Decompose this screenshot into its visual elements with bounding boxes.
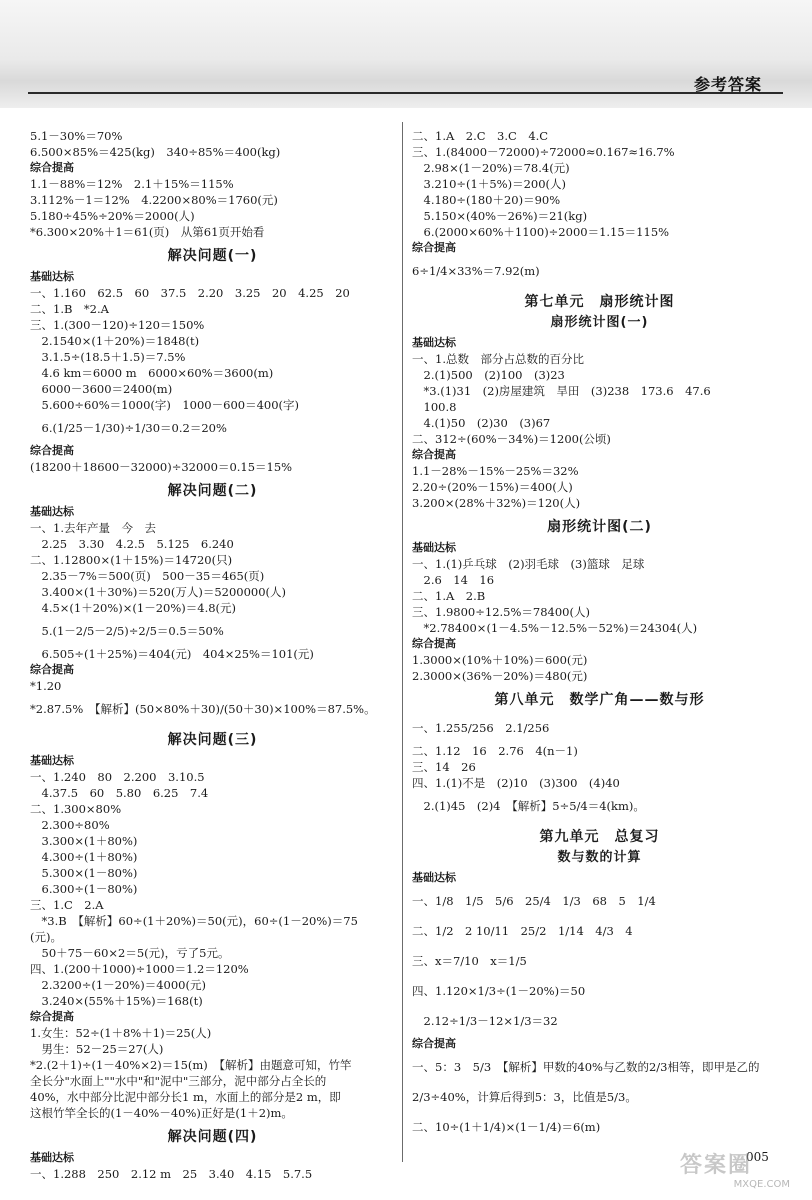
answer-line: 1.1－28%－15%－25%＝32% (412, 464, 579, 478)
answer-line: 6.500×85%＝425(kg) 340÷85%＝400(kg) (30, 145, 281, 159)
level-label: 综合提高 (30, 444, 74, 457)
answer-line: 2.35－7%＝500(页) 500－35＝465(页) (30, 569, 265, 583)
answer-line: *2.87.5% 【解析】(50×80%＋30)/(50＋30)×100%＝87.5%。 (30, 702, 376, 716)
answer-line: 男生：52－25＝27(人) (30, 1042, 164, 1056)
answer-line: 3.200×(28%＋32%)＝120(人) (412, 496, 581, 510)
section-heading: 解决问题(三) (167, 732, 258, 748)
answer-line: 5.(1－2/5－2/5)÷2/5＝0.5＝50% (30, 624, 224, 638)
answer-line: 2.12÷1/3－12×1/3＝32 (412, 1014, 558, 1028)
answer-line: 2.6 14 16 (412, 573, 495, 587)
answer-line: 4.180÷(180＋20)＝90% (412, 193, 561, 207)
answer-line: 2.20÷(20%－15%)＝400(人) (412, 480, 573, 494)
section-heading: 第八单元 数学广角——数与形 (494, 692, 705, 708)
answer-line: 三、1.C 2.A (30, 898, 104, 912)
level-label: 综合提高 (412, 1037, 456, 1050)
answer-line: 二、1.B *2.A (30, 302, 109, 316)
section-heading: 扇形统计图(二) (547, 519, 652, 535)
left-column (30, 128, 395, 1182)
answer-line: 一、1.240 80 2.200 3.10.5 (30, 770, 205, 784)
answer-line: 50＋75－60×2＝5(元)，亏了5元。 (30, 946, 230, 960)
level-label: 综合提高 (30, 161, 74, 174)
answer-line: 2.1540×(1＋20%)＝1848(t) (30, 334, 200, 348)
answer-line: 四、1.120×1/3÷(1－20%)＝50 (412, 984, 586, 998)
page-number: 005 (746, 1150, 769, 1164)
answer-line: 一、1.去年产量 今 去 (30, 521, 156, 535)
level-label: 综合提高 (30, 663, 74, 676)
answer-line: 一、1.288 250 2.12 m 25 3.40 4.15 5.7.5 (30, 1167, 313, 1181)
answer-line: 4.(1)50 (2)30 (3)67 (412, 416, 551, 430)
level-label: 基础达标 (412, 871, 456, 884)
level-label: 基础达标 (30, 505, 74, 518)
answer-line: 一、1.255/256 2.1/256 (412, 721, 550, 735)
answer-line: *3.(1)31 (2)房屋建筑 旱田 (3)238 173.6 47.6 (412, 384, 711, 398)
answer-line: 二、1.12 16 2.76 4(n－1) (412, 744, 578, 758)
answer-line: 三、1.9800÷12.5%＝78400(人) (412, 605, 590, 619)
watermark-url: MXQE.COM (733, 1179, 790, 1190)
answer-line: 2.300÷80% (30, 818, 110, 832)
answer-line: 一、1.160 62.5 60 37.5 2.20 3.25 20 4.25 20 (30, 286, 350, 300)
answer-line: 6.505÷(1＋25%)＝404(元) 404×25%＝101(元) (30, 647, 314, 661)
answer-line: 5.300×(1－80%) (30, 866, 138, 880)
column-divider (402, 122, 403, 1162)
answer-line: 2.(1)45 (2)4 【解析】5÷5/4＝4(km)。 (412, 799, 645, 813)
answer-line: *3.B 【解析】60÷(1＋20%)＝50(元)，60÷(1－20%)＝75 (30, 914, 358, 928)
answer-line: 三、1.(84000－72000)÷72000≈0.167≈16.7% (412, 145, 675, 159)
answer-line: *2.78400×(1－4.5%－12.5%－52%)＝24304(人) (412, 621, 698, 635)
answer-line: 6000－3600＝2400(m) (30, 382, 173, 396)
answer-line: 3.112%－1＝12% 4.2200×80%＝1760(元) (30, 193, 278, 207)
answer-line: 2.25 3.30 4.2.5 5.125 6.240 (30, 537, 234, 551)
answer-line: 三、1.(300－120)÷120＝150% (30, 318, 205, 332)
answer-line: 二、1.12800×(1＋15%)＝14720(只) (30, 553, 233, 567)
header-title: 参考答案 (693, 75, 762, 94)
answer-line: 4.5×(1＋20%)×(1－20%)＝4.8(元) (30, 601, 237, 615)
answer-line: 4.37.5 60 5.80 6.25 7.4 (30, 786, 209, 800)
answer-line: *6.300×20%＋1＝61(页) 从第61页开始看 (30, 225, 265, 239)
section-heading: 解决问题(四) (167, 1129, 258, 1145)
answer-line: 二、312÷(60%－34%)＝1200(公顷) (412, 432, 611, 446)
answer-line: 3.300×(1＋80%) (30, 834, 138, 848)
answer-line: 二、1.A 2.C 3.C 4.C (412, 129, 549, 143)
answer-line: 5.150×(40%－26%)＝21(kg) (412, 209, 588, 223)
answer-line: 2.98×(1－20%)＝78.4(元) (412, 161, 570, 175)
answer-line: 3.240×(55%＋15%)＝168(t) (30, 994, 203, 1008)
level-label: 基础达标 (30, 1151, 74, 1164)
answer-line: 三、14 26 (412, 760, 476, 774)
answer-line: (元)。 (30, 930, 62, 944)
level-label: 综合提高 (412, 637, 456, 650)
answer-line: 1.3000×(10%＋10%)＝600(元) (412, 653, 588, 667)
answer-line: 全长分"水面上""水中"和"泥中"三部分，泥中部分占全长的 (30, 1074, 327, 1088)
answer-line: 2.(1)500 (2)100 (3)23 (412, 368, 565, 382)
answer-line: 6.(1/25－1/30)÷1/30＝0.2＝20% (30, 421, 227, 435)
answer-line: *1.20 (30, 679, 62, 693)
section-heading: 第九单元 总复习 (539, 829, 660, 845)
watermark-logo-text: 答案圈 (680, 1153, 753, 1178)
answer-line: 40%，水中部分比泥中部分长1 m，水面上的部分是2 m，即 (30, 1090, 341, 1104)
answer-line: (18200＋18600－32000)÷32000＝0.15＝15% (30, 460, 293, 474)
answer-line: 一、5：3 5/3 【解析】甲数的40%与乙数的2/3相等，即甲是乙的 (412, 1060, 760, 1074)
right-column (412, 128, 787, 1142)
answer-line: 4.300÷(1＋80%) (30, 850, 138, 864)
answer-line: 3.400×(1＋30%)＝520(万人)＝5200000(人) (30, 585, 287, 599)
level-label: 综合提高 (30, 1010, 74, 1023)
answer-line: 一、1.总数 部分占总数的百分比 (412, 352, 584, 366)
level-label: 基础达标 (412, 541, 456, 554)
answer-line: 二、10÷(1＋1/4)×(1－1/4)＝6(m) (412, 1120, 601, 1134)
answer-line: 一、1/8 1/5 5/6 25/4 1/3 68 5 1/4 (412, 894, 656, 908)
answer-line: 5.600÷60%＝1000(字) 1000－600＝400(字) (30, 398, 299, 412)
answer-line: 四、1.(200＋1000)÷1000＝1.2＝120% (30, 962, 249, 976)
level-label: 基础达标 (412, 336, 456, 349)
answer-line: 5.180÷45%÷20%＝2000(人) (30, 209, 195, 223)
answer-line: 三、x＝7/10 x＝1/5 (412, 954, 527, 968)
answer-line: 3.1.5÷(18.5＋1.5)＝7.5% (30, 350, 186, 364)
answer-line: 2.3000×(36%－20%)＝480(元) (412, 669, 588, 683)
subsection-heading: 扇形统计图(一) (550, 315, 649, 330)
answer-line: 6.(2000×60%＋1100)÷2000＝1.15＝115% (412, 225, 670, 239)
section-heading: 第七单元 扇形统计图 (524, 294, 675, 310)
level-label: 综合提高 (412, 241, 456, 254)
answer-line: 5.1－30%＝70% (30, 129, 123, 143)
answer-line: 一、1.(1)乒乓球 (2)羽毛球 (3)篮球 足球 (412, 557, 645, 571)
answer-line: 四、1.(1)不是 (2)10 (3)300 (4)40 (412, 776, 620, 790)
level-label: 基础达标 (30, 270, 74, 283)
subsection-heading: 数与数的计算 (557, 850, 642, 865)
answer-line: 6÷1/4×33%＝7.92(m) (412, 264, 540, 278)
answer-line: 4.6 km＝6000 m 6000×60%＝3600(m) (30, 366, 274, 380)
answer-line: 1.女生：52÷(1＋8%＋1)＝25(人) (30, 1026, 212, 1040)
answer-line: 二、1.300×80% (30, 802, 122, 816)
answer-line: 1.1－88%＝12% 2.1＋15%＝115% (30, 177, 234, 191)
watermark-logo (680, 1148, 790, 1192)
level-label: 基础达标 (30, 754, 74, 767)
answer-line: 二、1/2 2 10/11 25/2 1/14 4/3 4 (412, 924, 633, 938)
answer-line: 6.300÷(1－80%) (30, 882, 138, 896)
answer-line: 2.3200÷(1－20%)＝4000(元) (30, 978, 206, 992)
level-label: 综合提高 (412, 448, 456, 461)
section-heading: 解决问题(二) (167, 483, 258, 499)
section-heading: 解决问题(一) (167, 248, 258, 264)
answer-line: 这根竹竿全长的(1－40%－40%)正好是(1＋2)m。 (30, 1106, 293, 1120)
answer-line: 100.8 (412, 400, 457, 414)
answer-line: 2/3÷40%，计算后得到5：3，比值是5/3。 (412, 1090, 637, 1104)
answer-line: 二、1.A 2.B (412, 589, 486, 603)
header-rule (28, 92, 783, 94)
answer-line: *2.(2＋1)÷(1－40%×2)＝15(m) 【解析】由题意可知，竹竿 (30, 1058, 352, 1072)
answer-line: 3.210÷(1＋5%)＝200(人) (412, 177, 567, 191)
